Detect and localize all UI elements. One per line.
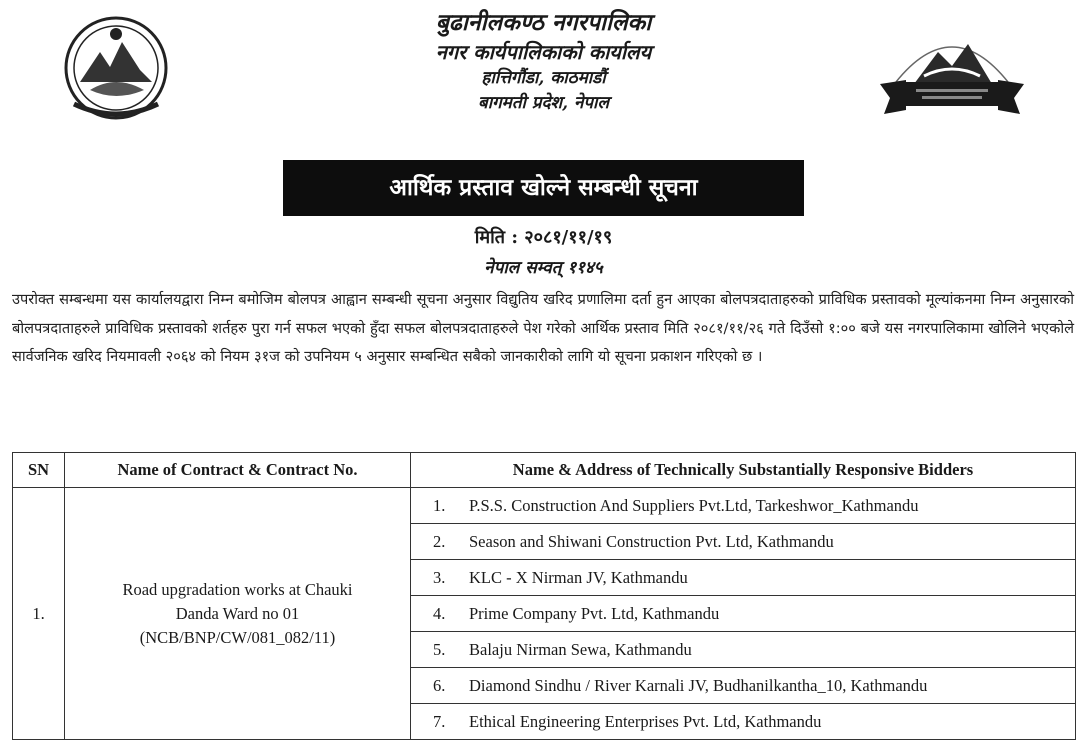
bidder-number: 1.: [433, 495, 446, 515]
notice-body: उपरोक्त सम्बन्धमा यस कार्यालयद्वारा निम्न बमोजिम बोलपत्र आह्वान सम्बन्धी सूचना अनुसार विद्युतिय खरिद प्रणालिमा दर्ता हुन आएका बोलपत्रदाताहरुको प्राविधिक प्रस्तावको मूल्यांकनमा निम्न अनुसारको बोलपत्रदाताहरुले प्राविधिक प्रस्तावको शर्तहरु पुरा गर्न सफल भएको हुँदा सफल बोलपत्रदाताहरुले पेश गरेको आर्थिक प्रस्ताव मिति २०८१/११/२६ गते दिउँसो १:०० बजे यस नगरपालिकामा खोलिने भएकोले सार्वजनिक खरिद नियमावली २०६४ को नियम ३१ज को उपनियम ५ अनुसार सम्बन्धित सबैको जानकारीको लागि यो सूचना प्रकाशन गरिएको छ ।: [12, 291, 1074, 365]
header-bidders: Name & Address of Technically Substantially Responsive Bidders: [411, 453, 1076, 488]
row-sn: 1.: [13, 488, 65, 740]
bidder-name: Balaju Nirman Sewa, Kathmandu: [469, 639, 692, 659]
bidder-number: 4.: [433, 603, 446, 623]
bidder-item: [411, 668, 1076, 704]
bidder-name: P.S.S. Construction And Suppliers Pvt.Ltd, Tarkeshwor_Kathmandu: [469, 495, 919, 515]
bidder-number: 2.: [433, 531, 446, 551]
bidder-name: Ethical Engineering Enterprises Pvt. Ltd, Kathmandu: [469, 711, 822, 731]
bidder-item: [411, 488, 1076, 524]
bidder-number: 6.: [433, 675, 446, 695]
notice-date: मिति : २०८१/११/१९: [474, 227, 613, 248]
contract-line-1: Road upgradation works at Chauki: [122, 579, 353, 599]
bidder-number: 3.: [433, 567, 446, 587]
contract-number: (NCB/BNP/CW/081_082/11): [139, 627, 336, 647]
org-name: बुढानीलकण्ठ नगरपालिका: [435, 9, 652, 36]
bidder-number: 5.: [433, 639, 446, 659]
bidder-name: Diamond Sindhu / River Karnali JV, Budhanilkantha_10, Kathmandu: [469, 675, 928, 695]
bidder-name: Season and Shiwani Construction Pvt. Ltd, Kathmandu: [469, 531, 834, 551]
nepal-era-date: नेपाल सम्वत् ११४५: [484, 258, 603, 278]
header-contract: Name of Contract & Contract No.: [65, 453, 411, 488]
bidder-item: [411, 524, 1076, 560]
bidder-number: 7.: [433, 711, 446, 731]
contract-name: [65, 488, 411, 740]
office-location: हात्तिगौंडा, काठमाडौं: [481, 68, 606, 88]
notice-title-banner: आर्थिक प्रस्ताव खोल्ने सम्बन्धी सूचना: [283, 160, 804, 216]
bidder-item: [411, 704, 1076, 740]
table-header-row: [13, 453, 1076, 488]
bidder-name: Prime Company Pvt. Ltd, Kathmandu: [469, 603, 720, 623]
bidder-name: KLC - X Nirman JV, Kathmandu: [469, 567, 688, 587]
letterhead: [0, 8, 1087, 116]
bidder-item: [411, 596, 1076, 632]
bidder-item: [411, 560, 1076, 596]
contract-line-2: Danda Ward no 01: [175, 603, 300, 623]
office-province: बागमती प्रदेश, नेपाल: [478, 93, 609, 113]
office-name: नगर कार्यपालिकाको कार्यालय: [435, 40, 652, 64]
table-row: [13, 488, 1076, 524]
bidder-item: [411, 632, 1076, 668]
bidders-table: [12, 452, 1076, 740]
header-sn: SN: [13, 453, 65, 488]
